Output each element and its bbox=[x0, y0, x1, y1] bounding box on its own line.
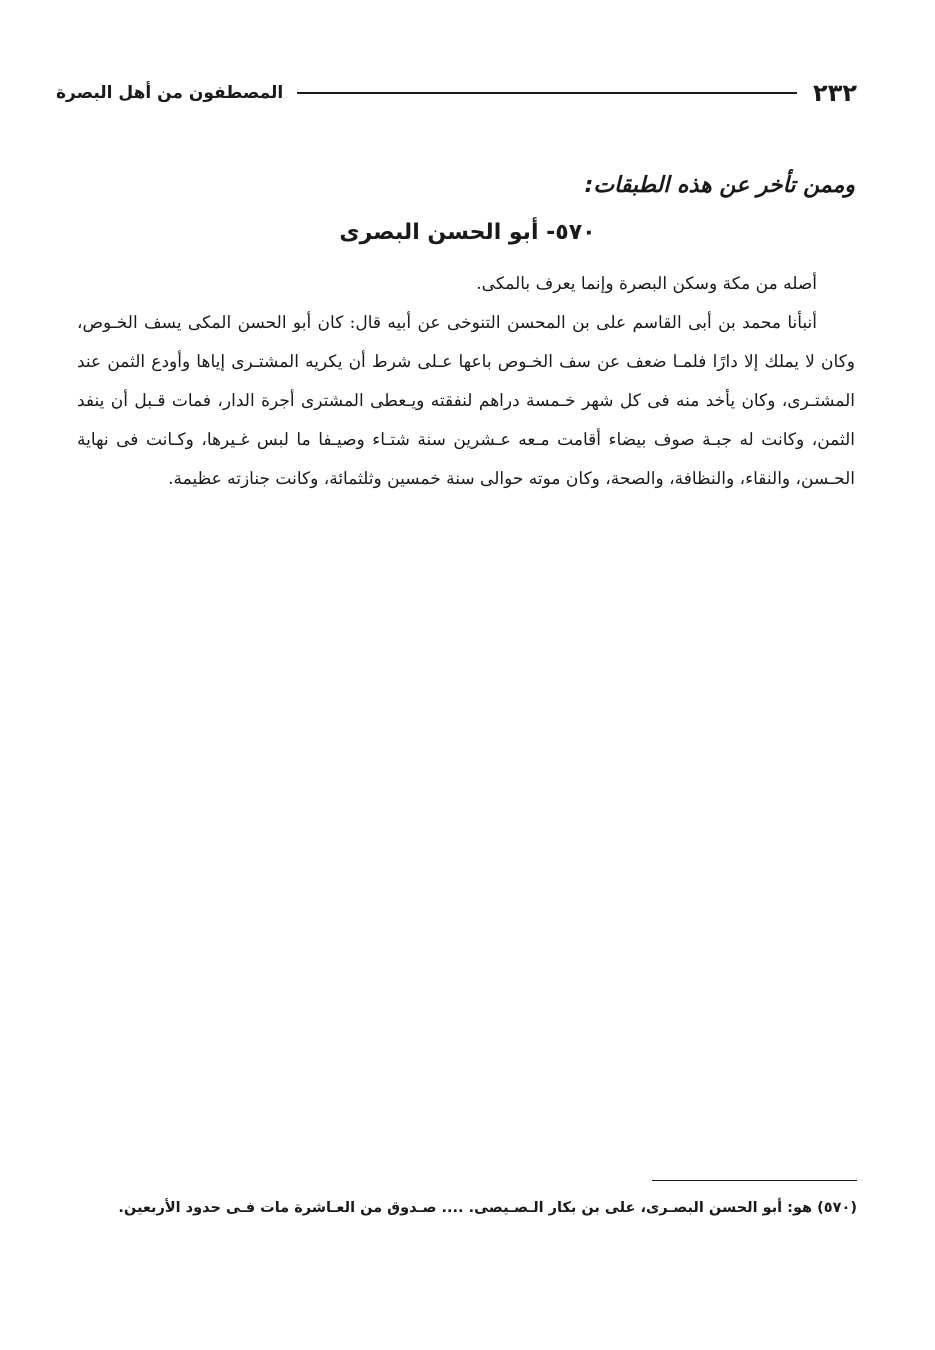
footnote-rule bbox=[652, 1180, 857, 1181]
running-title: المصطفون من أهل البصرة bbox=[56, 83, 284, 103]
entry-paragraph-narration: أنبأنا محمد بن أبى القاسم على بن المحسن التنوخى عن أبيه قال: كان أبو الحسن المكى يسف الخـوص، وكان لا يملك إلا دارًا فلمـا ضعف عن سف الخـوص باعها عـلى شرط أن يكريه المشتـرى إياها وأودع الثمن عند المشتـرى، وكان يأخد منه فى كل شهر خـمسة دراهم لنفقته ويـعطى المشترى أجرة الدار، فمات قـبل أن ينفد الثمن، وكانت له جبـة صوف بيضاء أقامت مـعه عـشرين سنة شتـاء وصيـفا ما لبس غـيرها، وكـانت فى نهاية الحـسن، والنقاء، والنظافة، والصحة، وكان موته حوالى سنة خمسين وثلثمائة، وكانت جنازته عظيمة. bbox=[77, 313, 855, 489]
entry-heading: ٥٧٠- أبو الحسن البصرى bbox=[339, 220, 596, 245]
footnote-text: (٥٧٠) هو: أبو الحسن البصـرى، على بن بكار الـصـيصى. .... صـدوق من العـاشرة مات فـى حدود الأربعين. bbox=[118, 1200, 857, 1216]
page-number: ٢٣٢ bbox=[813, 79, 857, 107]
running-header bbox=[56, 78, 857, 108]
section-intro: وممن تأخر عن هذه الطبقات: bbox=[584, 173, 855, 198]
footnote bbox=[77, 1192, 857, 1224]
header-rule bbox=[297, 92, 797, 94]
entry-body bbox=[77, 265, 855, 499]
entry-paragraph-origin: أصله من مكة وسكن البصرة وإنما يعرف بالمكى. bbox=[476, 274, 817, 294]
